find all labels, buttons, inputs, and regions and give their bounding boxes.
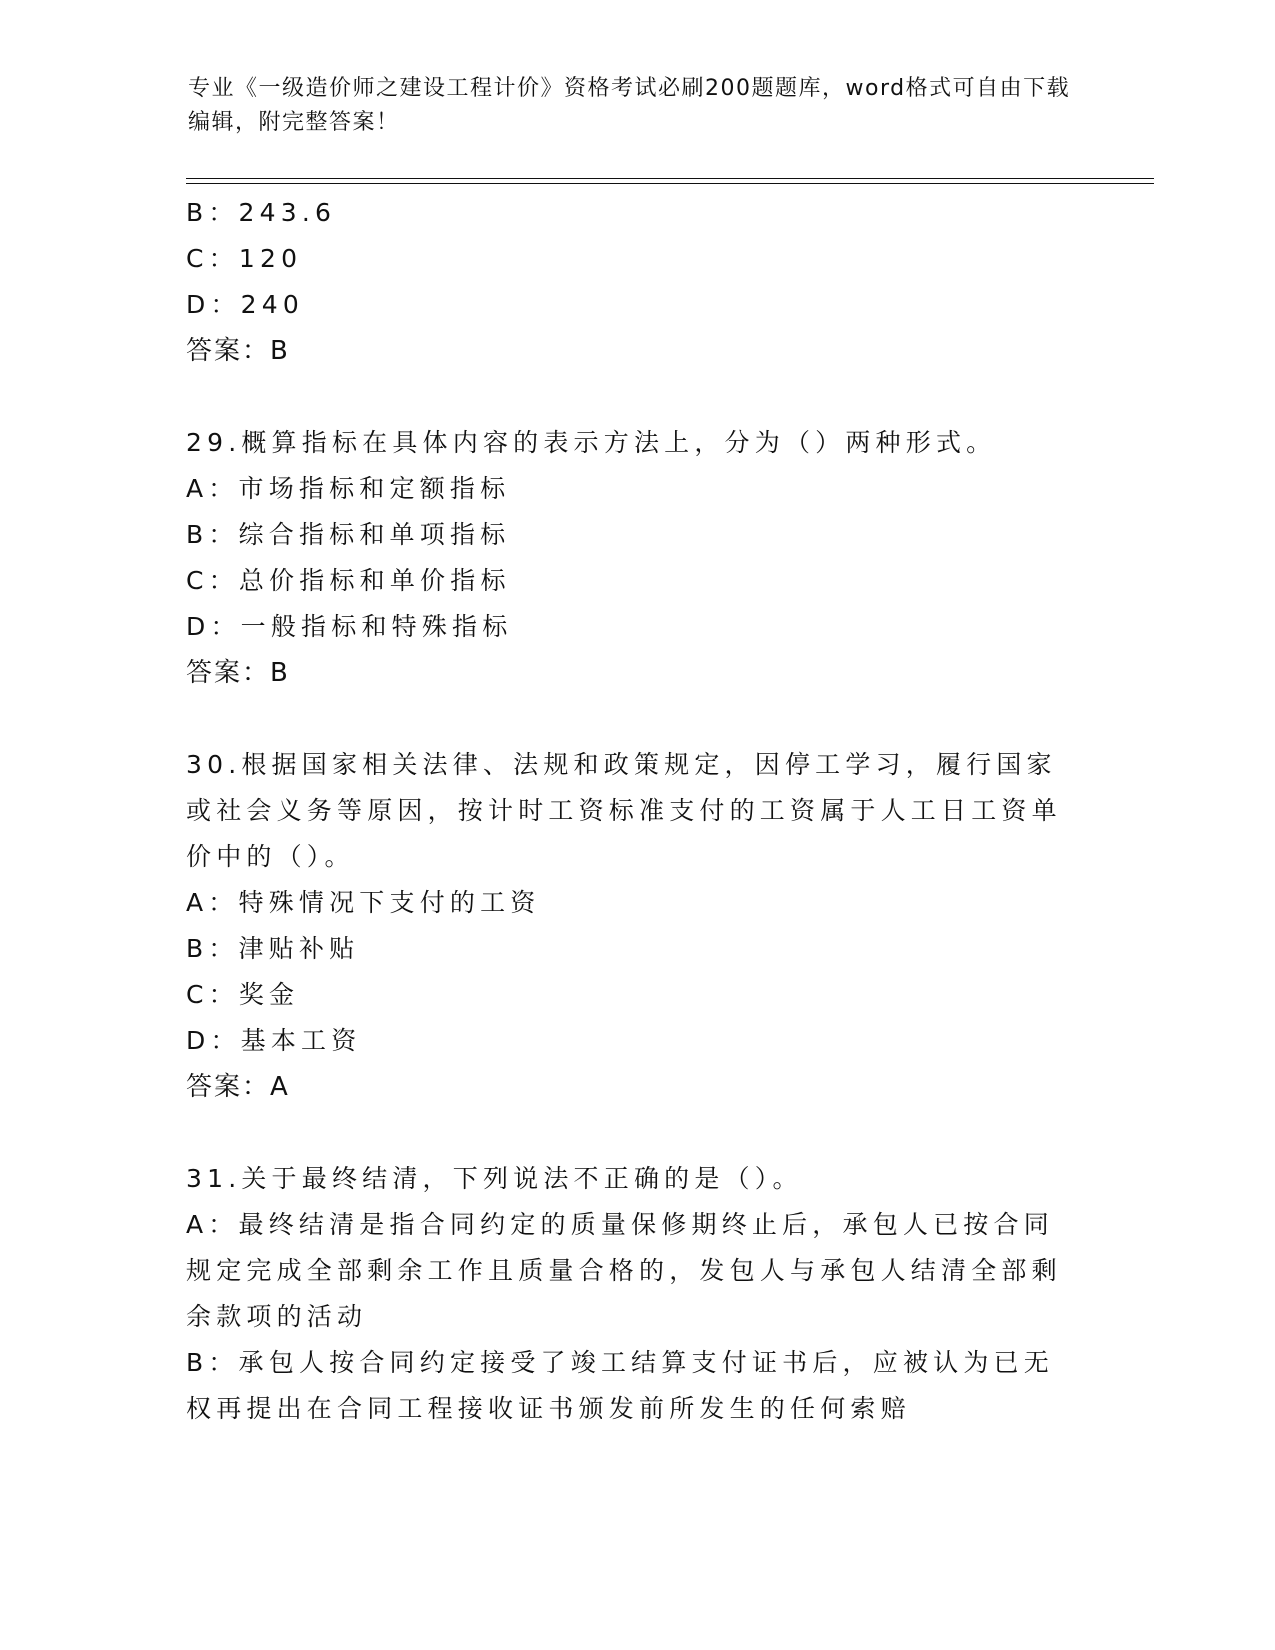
option-a: A：最终结清是指合同约定的质量保修期终止后，承包人已按合同规定完成全部剩余工作且质量合格的，发包人与承包人结清全部剩余款项的活动 <box>186 1210 1062 1331</box>
question-stem: 29.概算指标在具体内容的表示方法上，分为（）两种形式。 <box>186 428 997 457</box>
option-a: A：市场指标和定额指标 <box>186 474 511 503</box>
header-rule-bottom <box>186 183 1154 184</box>
option-d: D：一般指标和特殊指标 <box>186 612 513 641</box>
option-b: B：承包人按合同约定接受了竣工结算支付证书后，应被认为已无权再提出在合同工程接收证书颁发前所发生的任何索赔 <box>186 1348 1054 1423</box>
answer: 答案：B <box>186 658 290 688</box>
question-28-remainder <box>186 190 1076 374</box>
option-b: B：津贴补贴 <box>186 934 360 963</box>
option-b: B：综合指标和单项指标 <box>186 520 511 549</box>
option-d: D：240 <box>186 290 304 319</box>
question-stem: 31.关于最终结清，下列说法不正确的是（）。 <box>186 1164 803 1193</box>
document-header: 专业《一级造价师之建设工程计价》资格考试必刷200题题库，word格式可自由下载编辑，附完整答案！ <box>188 76 1071 135</box>
option-d: D：基本工资 <box>186 1026 362 1055</box>
question-stem: 30.根据国家相关法律、法规和政策规定，因停工学习，履行国家或社会义务等原因，按计时工资标准支付的工资属于人工日工资单价中的（）。 <box>186 750 1062 871</box>
header-rule-top <box>186 178 1154 179</box>
option-a: A：特殊情况下支付的工资 <box>186 888 541 917</box>
question-30 <box>186 742 1076 1110</box>
option-c: C：120 <box>186 244 303 273</box>
question-29 <box>186 420 1076 696</box>
option-b: B：243.6 <box>186 198 337 227</box>
question-31 <box>186 1156 1076 1432</box>
answer: 答案：B <box>186 336 290 366</box>
answer: 答案：A <box>186 1072 290 1102</box>
option-c: C：奖金 <box>186 980 300 1009</box>
document-body <box>186 190 1076 1432</box>
option-c: C：总价指标和单价指标 <box>186 566 511 595</box>
